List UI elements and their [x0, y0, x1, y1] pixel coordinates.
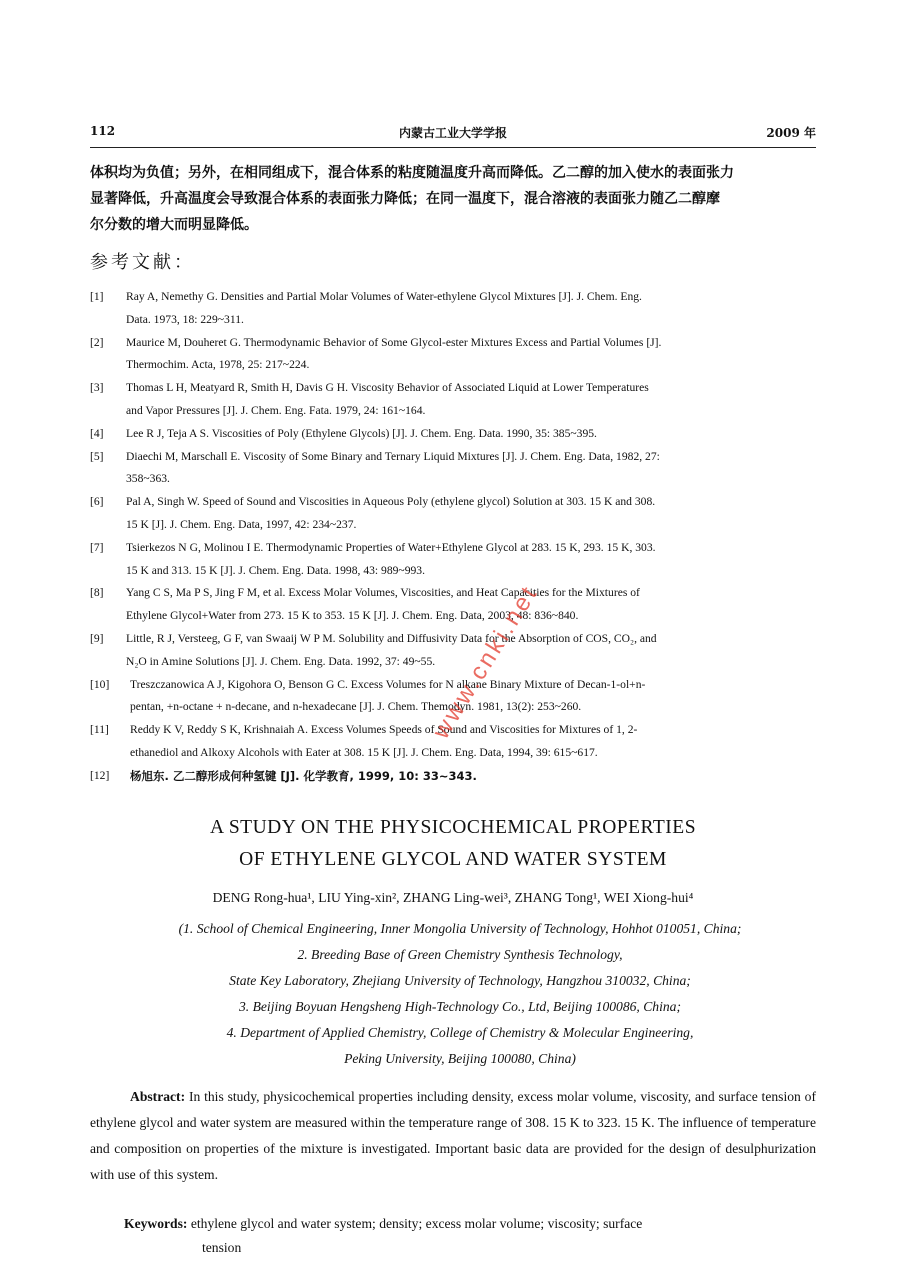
reference-line: 358~363.: [126, 472, 170, 486]
reference-line: N₂O in Amine Solutions [J]. J. Chem. Eng. Data. 1992, 37: 49~55.: [126, 654, 436, 668]
reference-number: [1]: [90, 290, 104, 303]
header-year: 2009 年: [766, 126, 816, 140]
reference-line: 15 K and 313. 15 K [J]. J. Chem. Eng. Data. 1998, 43: 989~993.: [126, 563, 425, 577]
reference-item: [90, 582, 822, 628]
reference-number: [12]: [90, 768, 110, 782]
reference-item: [90, 628, 822, 674]
reference-item: [90, 377, 822, 423]
chinese-paragraph: [90, 160, 816, 238]
abstract-label: Abstract:: [130, 1089, 186, 1104]
reference-item: [90, 537, 822, 583]
reference-line: Pal A, Singh W. Speed of Sound and Viscosities in Aqueous Poly (ethylene glycol) Solution at 303. 15 K and 308.: [126, 495, 656, 509]
abstract: [90, 1084, 816, 1188]
reference-number: [4]: [90, 426, 104, 440]
reference-line: ethanediol and Alkoxy Alcohols with Eater at 308. 15 K [J]. J. Chem. Eng. Data, 1994, 39: 615~617.: [130, 745, 598, 759]
keywords: [124, 1212, 816, 1260]
reference-line: Thomas L H, Meatyard R, Smith H, Davis G H. Viscosity Behavior of Associated Liquid at Lower Temperatures: [126, 381, 649, 395]
reference-line: pentan, +n-octane + n-decane, and n-hexadecane [J]. J. Chem. Themodyn. 1981, 13(2): 253~260.: [130, 700, 582, 714]
reference-line: 15 K [J]. J. Chem. Eng. Data, 1997, 42: 234~237.: [126, 517, 357, 531]
reference-number: [2]: [90, 335, 104, 349]
reference-number: [8]: [90, 586, 104, 600]
abstract-text: In this study, physicochemical properties including density, excess molar volume, viscosity, and surface tension of ethylene glycol and water system are measured within the temperature range of 308. 15 K to 323. 15 K. The influence of temperature and composition on properties of the mixture is investigated. Important basic data are provided for the design of desulphurization with use of this system.: [90, 1089, 816, 1182]
affiliation-line: 3. Beijing Boyuan Hengsheng High-Technology Co., Ltd, Beijing 100086, China;: [238, 999, 681, 1014]
reference-number: [6]: [90, 495, 104, 509]
reference-line: Reddy K V, Reddy S K, Krishnaiah A. Excess Volumes Speeds of Sound and Viscosities for Mixtures of 1, 2-: [130, 723, 638, 737]
header-rule: [90, 147, 816, 148]
authors: DENG Rong-hua¹, LIU Ying-xin², ZHANG Ling-wei³, ZHANG Tong¹, WEI Xiong-hui⁴: [212, 890, 694, 905]
reference-item: [90, 286, 822, 332]
keywords-text: ethylene glycol and water system; density; excess molar volume; viscosity; surface: [190, 1216, 643, 1231]
reference-line: Ethylene Glycol+Water from 273. 15 K to 353. 15 K [J]. J. Chem. Eng. Data, 2003, 48: 836~840.: [126, 609, 579, 623]
keywords-text-cont: tension: [202, 1240, 242, 1255]
affiliation-line: 4. Department of Applied Chemistry, College of Chemistry & Molecular Engineering,: [226, 1025, 694, 1040]
watermark: www.cnki.net: [427, 579, 544, 744]
reference-number: [11]: [90, 723, 109, 737]
title-line: A STUDY ON THE PHYSICOCHEMICAL PROPERTIES: [209, 817, 697, 838]
affiliation-line: State Key Laboratory, Zhejiang University of Technology, Hangzhou 310032, China;: [229, 973, 691, 988]
reference-number: [7]: [90, 540, 104, 554]
reference-line: Data. 1973, 18: 229~311.: [126, 312, 244, 326]
journal-name: 内蒙古工业大学学报: [398, 126, 507, 140]
reference-line: 杨旭东. 乙二醇形成何种氢键 [J]. 化学教育, 1999, 10: 33~343.: [130, 768, 477, 783]
reference-item: [90, 423, 822, 446]
cn-line: 尔分数的增大而明显降低。: [90, 217, 258, 233]
reference-line: Maurice M, Douheret G. Thermodynamic Behavior of Some Glycol-ester Mixtures Excess and Partial Volumes [J].: [126, 335, 662, 349]
page-number: 112: [90, 124, 116, 138]
reference-number: [5]: [90, 449, 104, 463]
reference-line: Lee R J, Teja A S. Viscosities of Poly (Ethylene Glycols) [J]. J. Chem. Eng. Data. 1990, 35: 385~395.: [126, 426, 597, 440]
reference-item: [90, 446, 822, 492]
cn-line: 显著降低，升高温度会导致混合体系的表面张力降低；在同一温度下，混合溶液的表面张力随乙二醇摩: [90, 191, 720, 207]
reference-number: [9]: [90, 631, 104, 645]
english-title: [90, 812, 816, 876]
cn-line: 体积均为负值；另外，在相同组成下，混合体系的粘度随温度升高而降低。乙二醇的加入使水的表面张力: [90, 165, 734, 181]
affiliation-line: (1. School of Chemical Engineering, Inner Mongolia University of Technology, Hohhot 010051, China;: [178, 921, 742, 936]
reference-number: [3]: [90, 381, 104, 395]
reference-line: Yang C S, Ma P S, Jing F M, et al. Excess Molar Volumes, Viscosities, and Heat Capacities for the Mixtures of: [126, 586, 640, 600]
reference-number: [10]: [90, 677, 110, 691]
title-line: OF ETHYLENE GLYCOL AND WATER SYSTEM: [239, 849, 667, 870]
reference-line: Little, R J, Versteeg, G F, van Swaaij W P M. Solubility and Diffusivity Data for the Absorption of COS, CO₂, and: [126, 631, 657, 645]
affiliation-line: 2. Breeding Base of Green Chemistry Synthesis Technology,: [297, 947, 623, 962]
keywords-label: Keywords:: [124, 1216, 188, 1231]
reference-item: [90, 332, 822, 378]
reference-line: Treszczanowica A J, Kigohora O, Benson G C. Excess Volumes for N alkane Binary Mixture of Decan-1-ol+n-: [130, 677, 646, 691]
affiliations: [90, 916, 830, 1072]
affiliation-line: Peking University, Beijing 100080, China): [344, 1051, 576, 1066]
reference-line: Tsierkezos N G, Molinou I E. Thermodynamic Properties of Water+Ethylene Glycol at 283. 15 K, 293. 15 K, 303.: [126, 540, 656, 554]
reference-line: Diaechi M, Marschall E. Viscosity of Some Binary and Ternary Liquid Mixtures [J]. J. Chem. Eng. Data, 1982, 27:: [126, 449, 660, 463]
reference-line: and Vapor Pressures [J]. J. Chem. Eng. Fata. 1979, 24: 161~164.: [126, 403, 426, 417]
reference-line: Thermochim. Acta, 1978, 25: 217~224.: [126, 358, 310, 372]
reference-item: [90, 765, 822, 788]
reference-line: Ray A, Nemethy G. Densities and Partial Molar Volumes of Water-ethylene Glycol Mixtures [J]. J. Chem. Eng.: [126, 290, 642, 303]
reference-item: [90, 491, 822, 537]
running-header: [90, 124, 816, 144]
references-heading: 参考文献：: [90, 252, 195, 273]
